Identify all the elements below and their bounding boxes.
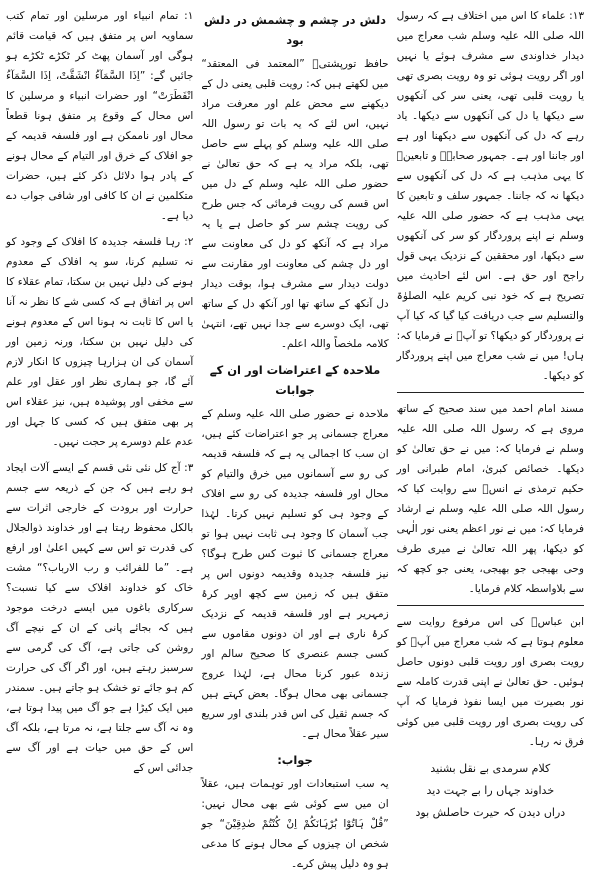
poem-line: خداوند جہاں را بے جہت دید	[426, 784, 555, 797]
column-right	[396, 6, 584, 819]
poem	[397, 758, 584, 824]
paragraph: ابن عباسؓ کی اس مرفوع روایت سے معلوم ہوتا ہے کہ شب معراج میں آپؐ کو رویت بصری اور رویت قلبی دونوں حاصل ہوئیں۔ حق تعالیٰ نے اپنی قدرت کاملہ سے نور بصیرت میں ایسا نفوذ فرمایا کہ آپ کی رویت بصری اور رویت قلبی میں کوئی فرق نہ رہا۔	[396, 616, 584, 748]
paragraph: حافظ تورپشتیؒ ”المعتمد فی المعتقد“ میں لکھتے ہیں کہ: رویت قلبی یعنی دل کے دیکھنے سے محض علم اور معرفت مراد نہیں، اس لئے کہ یہ بات تو رسول اللہ صلی اللہ علیہ وسلم کو پہلے سے حاصل تھی، بلکہ مراد یہ ہے کہ حق تعالیٰ نے حضور صلی اللہ علیہ وسلم کے دل میں اس قسم کی رویت فرمائی کہ جس طرح کی رویت چشم سر کو حاصل ہے یا یہ مراد ہے کہ آنکھ کو دل کی معاونت سے اور دل چشم کی معاونت اور مقارنت سے دولت دیدار سے مشرف ہوا، بوقت دیدار دل آنکھ کے ساتھ تھا اور آنکھ دل کے ساتھ تھی، ایک دوسرے سے جدا نہیں تھے، انتہیٰ کلامہ ملخصاً واللہ اعلم۔	[201, 58, 389, 350]
column-left	[6, 6, 193, 794]
paragraph: ملاحدہ نے حضور صلی اللہ علیہ وسلم کے معراج جسمانی پر جو اعتراضات کئے ہیں، ان سب کا اجمالی یہ ہے کہ فلسفہ قدیمہ کی رو سے آسمانوں میں خرق والتیام کو محال اور فلسفہ جدیدہ کی رو سے افلاک کے وجود ہی کو تسلیم نہیں کرتا۔ لہٰذا جب آسمان کا وجود ہی ثابت نہیں ہوا تو معراج جسمانی کا ثبوت کس طرح ہوگا؟ نیز فلسفہ جدیدہ وقدیمہ دونوں اس پر متفق ہیں کہ زمین سے کچھ اوپر کرۂ زمہریر ہے اور فلسفہ قدیمہ کے نزدیک کرۂ ناری ہے اور ان دونوں مقاموں سے کسی جسم عنصری کا صحیح سالم اور زندہ عبور کرنا محال ہے، لہٰذا عروج جسمانی بھی محال ہوگا۔ بعض کہتے ہیں کہ جسم ثقیل کی اس قدر بلندی اور سریع سیر عقلاً محال ہے۔	[201, 408, 389, 740]
poem-line-intro: دلش در چشم و چشمش در دلش بود	[203, 13, 387, 47]
paragraph: مسند امام احمد میں سند صحیح کے ساتھ مروی ہے کہ رسول اللہ صلی اللہ علیہ وسلم نے فرمایا کہ: میں نے حق تعالیٰ کو دیکھا۔ خصائص کبریٰ، امام طبرانی اور حکیم ترمذی نے انسؓ سے روایت کیا کہ رسول اللہ صلی اللہ علیہ وسلم نے ارشاد فرمایا کہ: میں نے نور اعظم یعنی نور الٰہی کو دیکھا، پھر اللہ تعالیٰ نے میری طرف وحی بھیجی جو بھیجی، یعنی جو کچھ کہ سے بلاواسطہ کلام فرمایا۔	[396, 403, 584, 595]
paragraph: ۲: رہا فلسفہ جدیدہ کا افلاک کے وجود کو نہ تسلیم کرنا، سو یہ افلاک کے معدوم ہونے کی دلیل نہیں بن سکتا، تمام عقلاء کا اس پر اتفاق ہے کہ کسی شے کا نظر نہ آنا یا اس کا ثابت نہ ہونا اس کے معدوم ہونے کی دلیل نہیں بن سکتا، ورنہ زمین اور آسمان کی ان ہزارہا چیزوں کا انکار لازم آئے گا، جو ہماری نظر اور عقل اور علم سے مخفی اور پوشیدہ ہیں، نیز عقلاء اس پر بھی متفق ہیں کہ کسی کا جہل اور عدم علم دوسرے پر حجت نہیں۔	[6, 236, 194, 448]
column-middle	[201, 6, 389, 870]
divider	[397, 605, 584, 606]
paragraph: ۱: تمام انبیاء اور مرسلین اور تمام کتب سماویہ اس پر متفق ہیں کہ قیامت قائم ہوگی اور آسمان پھٹ کر ٹکڑے ٹکڑے ہو جائیں گے: ”اِذَا السَّمَآءُ انْشَقَّتْ، اِذَا السَّمَآءُ انْفَطَرَتْ“ اور حضرات انبیاء و مرسلین کا اس محال کے وقوع پر متفق ہونا قطعاً محال اور ناممکن ہے اور فلسفہ قدیمہ کے جو افلاک کے خرق اور التیام کے محال ہونے کے پادر ہوا دلائل ذکر کئے ہیں، حضرات متکلمین نے ان کا کافی اور شافی جواب دے دیا ہے۔	[6, 10, 194, 222]
poem-line: کلام سرمدی بے نقل بشنید	[430, 762, 551, 775]
paragraph: ۳: آج کل نئی نئی قسم کے ایسے آلات ایجاد ہو رہے ہیں کہ جن کے ذریعہ سے جسم حرارت اور برودت کے خارجی اثرات سے بالکل محفوظ رہتا ہے اور خداوند ذوالجلال کی قدرت تو اس سے کہیں اعلیٰ اور ارفع ہے۔ ”ما للفرائب و رب الارباب؟“ مشت خاک کو خداوند افلاک سے کیا نسبت؟ سرکاری باغوں میں ایسے درخت موجود ہیں کہ بجائے پانی کے ان کے نیچے آگ روشن کی جاتی ہے، آگ کی گرمی سے سرسبز رہتے ہیں، اور اگر آگ کی حرارت کم ہو جائے تو خشک ہو جاتے ہیں۔ سمندر میں ایک کیڑا ہے جو آگ میں پیدا ہوتا ہے، وہ نہ آگ سے جلتا ہے، نہ مرتا ہے، بلکہ آگ اس کے حق میں حیات ہے اور آگ سے جدائی اس کے	[6, 462, 194, 774]
answer-heading: جواب:	[277, 753, 313, 767]
newspaper-page	[6, 6, 584, 870]
poem-line: دراں دیدن کہ حیرت حاصلش بود	[415, 806, 566, 819]
divider	[397, 392, 584, 393]
paragraph: یہ سب استبعادات اور توہمات ہیں، عقلاً ان میں سے کوئی شے بھی محال نہیں: ”قُلْ ہَاتُوْا بُرْہَانَکُمْ اِنْ کُنْتُمْ صٰدِقِیْنَ“ جو شخص ان چیزوں کے محال ہونے کا مدعی ہو وہ دلیل پیش کرے۔	[201, 778, 389, 870]
paragraph: ۱۳: علماء کا اس میں اختلاف ہے کہ رسول اللہ صلی اللہ علیہ وسلم شب معراج میں دیدار خداوندی سے مشرف ہوئے یا نہیں اور اگر رویت ہوئی تو وہ رویت بصری تھی یا رویت قلبی تھی، یعنی سر کی آنکھوں سے دیکھا یا دل کی آنکھوں سے دیکھا۔ یاد رہے کہ دل کی آنکھوں سے دیکھنا اور ہے اور جاننا اور ہے۔ جمہور صحابہؓ و تابعینؒ کا یہی مذہب ہے کہ دل کی آنکھوں سے دیکھا نہ کہ جاننا۔ جمہور سلف و تابعین کا یہی مذہب ہے کہ حضور صلی اللہ علیہ وسلم نے اپنے پروردگار کو سر کی آنکھوں سے دیکھا، اور محققین کے نزدیک یہی قول راجح اور حق ہے۔ اس لئے احادیث میں تصریح ہے کہ خود نبی کریم علیہ الصلوٰۃ والتسلیم سے جب دریافت کیا گیا کہ کیا آپ نے پروردگار کو دیکھا؟ تو آپؐ نے فرمایا کہ: ہاں! میں نے شب معراج میں اپنے پروردگار کو دیکھا۔	[396, 10, 584, 382]
section-heading: ملاحدہ کے اعتراضات اور ان کے جوابات	[209, 363, 381, 397]
